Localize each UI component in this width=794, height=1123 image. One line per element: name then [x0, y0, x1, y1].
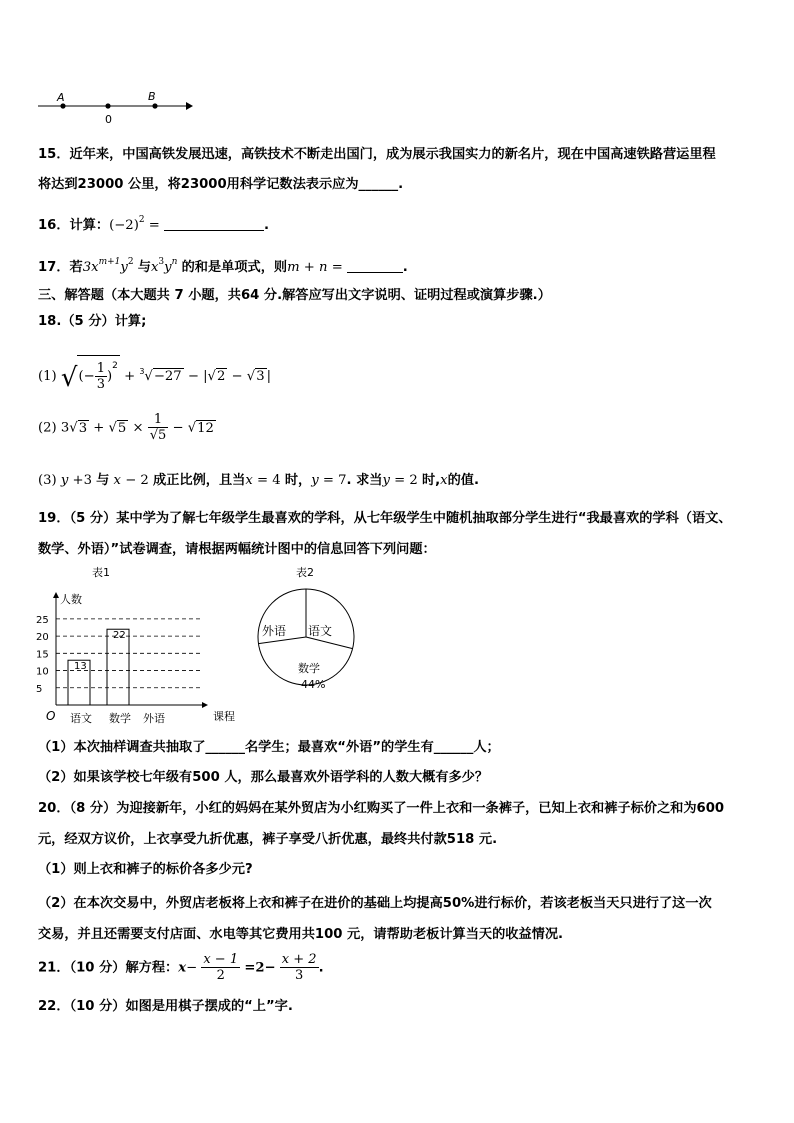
y-axis-arrow — [53, 592, 59, 598]
pie-label-waiyu: 外语 — [262, 624, 287, 638]
y-tick-label: 10 — [36, 666, 49, 678]
bar-chart — [30, 562, 250, 732]
point-b — [152, 103, 157, 108]
section3-title: 三、解答题（本大题共 7 小题，共64 分.解答应写出文字说明、证明过程或演算步骤.） — [38, 288, 551, 303]
pie-chart-title: 表2 — [296, 566, 314, 579]
x-tick-label: 数学 — [109, 712, 131, 725]
label-a: A — [57, 91, 65, 104]
y-axis-label: 人数 — [60, 593, 82, 606]
y-tick-label: 25 — [36, 614, 49, 626]
q19-sub1: （1）本次抽样调查共抽取了______名学生；最喜欢“外语”的学生有______人； — [38, 740, 500, 755]
q18-part1: (1) √(− $\frac{1}{3}$ )$^2$ + $^3$√−27 − |√2 − √3 | — [38, 355, 271, 392]
q18-head: 18.（5 分）计算; — [38, 314, 147, 329]
q20-sub1: （1）则上衣和裤子的标价各多少元? — [38, 862, 253, 877]
x-axis-label: 课程 — [213, 710, 235, 723]
q15-line1: 15．近年来，中国高铁发展迅速，高铁技术不断走出国门，成为展示我国实力的新名片，现在中国高速铁路营运里程 — [38, 147, 716, 162]
point-a — [60, 103, 65, 108]
pie-value-shuxue: 44% — [301, 678, 326, 691]
q20-line1: 20．（8 分）为迎接新年，小红的妈妈在某外贸店为小红购买了一件上衣和一条裤子，已知上衣和裤子标价之和为600 — [38, 801, 725, 816]
q21: 21．（10 分）解方程：x− $\frac{x - 1}{2}$ =2− $\frac{x + 2}{3}$ . — [38, 952, 324, 983]
q19-line2: 数学、外语）”试卷调查，请根据两幅统计图中的信息回答下列问题： — [38, 542, 436, 557]
pie-label-yuwen: 语文 — [308, 624, 333, 638]
bar-chart-title: 表1 — [92, 566, 110, 579]
q15-line2: 将达到23000 公里，将23000用科学记数法表示应为______. — [38, 177, 404, 192]
x-tick-label: 语文 — [70, 712, 92, 725]
q20-sub2a: （2）在本次交易中，外贸店老板将上衣和裤子在进价的基础上均提高50%进行标价，若该老板当天只进行了这一次 — [38, 896, 712, 911]
x-tick-label: 外语 — [143, 712, 165, 725]
bar-data-label: 22 — [113, 630, 126, 642]
q22: 22．（10 分）如图是用棋子摆成的“上”字. — [38, 999, 293, 1014]
y-tick-label: 15 — [36, 649, 49, 661]
label-zero: 0 — [105, 113, 112, 126]
pie-slice-border — [306, 637, 353, 649]
q20-line2: 元，经双方议价，上衣享受九折优惠，裤子享受八折优惠，最终共付款518 元. — [38, 832, 498, 847]
q18-part2: (2) 3√3 + √5 × $\frac{1}{√5}$ − √12 — [38, 412, 214, 443]
number-line — [36, 88, 196, 128]
q19-sub2: （2）如果该学校七年级有500 人，那么最喜欢外语学科的人数大概有多少？ — [38, 770, 489, 785]
q17: 17．若$3x^{m+1}y^2$ 与$x^3y^n$ 的和是单项式，则m + n = . — [38, 257, 408, 275]
q19-line1: 19．（5 分）某中学为了解七年级学生最喜欢的学科，从七年级学生中随机抽取部分学生进行“我最喜欢的学科（语文、 — [38, 511, 732, 526]
q20-sub2b: 交易，并且还需要支付店面、水电等其它费用共100 元，请帮助老板计算当天的收益情况. — [38, 927, 564, 942]
q16: 16．计算：$(-2)^2$ = . — [38, 215, 270, 233]
pie-chart — [250, 562, 380, 712]
y-tick-label: 20 — [36, 632, 49, 644]
label-b: B — [148, 90, 156, 103]
y-tick-label: 5 — [36, 683, 43, 695]
q18-part3: (3) y +3 与 x − 2 成正比例，且当x = 4 时，y = 7. 求当y = 2 时,x的值. — [38, 473, 479, 488]
x-axis-arrow — [202, 702, 208, 708]
origin-label: O — [46, 709, 56, 723]
pie-slice-border — [258, 637, 306, 644]
bar-data-label: 13 — [74, 661, 87, 673]
pie-label-shuxue: 数学 — [298, 662, 320, 675]
point-zero — [105, 103, 110, 108]
